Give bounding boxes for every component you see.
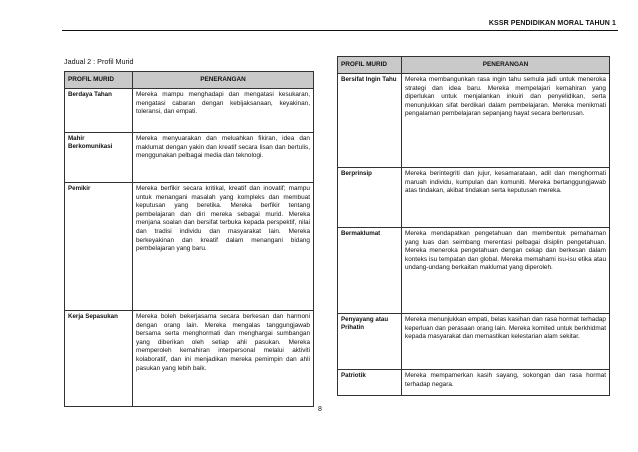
- table-row: [65, 311, 314, 407]
- table-row: [338, 228, 610, 314]
- profile-label: Pemikir: [65, 183, 133, 311]
- profile-description: Mereka membangunkan rasa ingin tahu semula jadi untuk meneroka strategi dan idea baru. Mereka mempelajari kemahiran yang diperlukan untuk menjalankan inkuiri dan penyelidikan, serta menunjukkan sifat berdikari dalam pembelajaran. Mereka menikmati pengalaman pembelajaran sepanjang hayat secara berterusan.: [402, 74, 610, 168]
- table-caption: Jadual 2 : Profil Murid: [64, 57, 134, 66]
- profile-label: Kerja Sepasukan: [65, 311, 133, 407]
- table-row: [65, 89, 314, 133]
- profile-description: Mereka boleh bekerjasama secara berkesan dan harmoni dengan orang lain. Mereka mengalas tanggungjawab bersama serta menghormati dan menghargai sumbangan yang diberikan oleh setiap ahli pasukan. Mereka memperoleh kemahiran interpersonal melalui aktiviti kolaboratif, dan ini menjadikan mereka pemimpin dan ahli pasukan yang lebih baik.: [133, 311, 314, 407]
- profile-label: Penyayang atau Prihatin: [338, 314, 402, 370]
- table-header-row: [65, 72, 314, 89]
- profile-label: Patriotik: [338, 370, 402, 396]
- table-row: [338, 168, 610, 228]
- profile-label: Berdaya Tahan: [65, 89, 133, 133]
- table-row: [338, 314, 610, 370]
- column-header-penerangan: PENERANGAN: [133, 72, 314, 89]
- profile-label: Berprinsip: [338, 168, 402, 228]
- profile-description: Mereka menunjukkan empati, belas kasihan dan rasa hormat terhadap keperluan dan perasaan orang lain. Mereka komited untuk berkhidmat kepada masyarakat dan memastikan kelestarian alam sekitar.: [402, 314, 610, 370]
- page-number: 8: [318, 406, 322, 413]
- table-row: [65, 133, 314, 183]
- table-header-row: [338, 57, 610, 74]
- column-header-profil: PROFIL MURID: [338, 57, 402, 74]
- column-header-penerangan: PENERANGAN: [402, 57, 610, 74]
- profile-description: Mereka mampu menghadapi dan mengatasi kesukaran, mengatasi cabaran dengan kebijaksanaan, keyakinan, toleransi, dan empati.: [133, 89, 314, 133]
- table-row: [65, 183, 314, 311]
- table-row: [338, 74, 610, 168]
- profile-description: Mereka berintegriti dan jujur, kesamarataan, adil dan menghormati maruah individu, kumpulan dan komuniti. Mereka bertanggungjawab atas tindakan, akibat tindakan serta keputusan mereka.: [402, 168, 610, 228]
- profile-label: Bersifat Ingin Tahu: [338, 74, 402, 168]
- document-header: KSSR PENDIDIKAN MORAL TAHUN 1: [488, 20, 616, 27]
- profil-murid-table-left: [64, 71, 314, 407]
- profile-label: Mahir Berkomunikasi: [65, 133, 133, 183]
- header-rule: [62, 30, 618, 31]
- profile-description: Mereka berfikir secara kritikal, kreatif dan inovatif; mampu untuk menangani masalah yang kompleks dan membuat keputusan yang beretika. Mereka berfikir tentang pembelajaran dan diri mereka sebagai murid. Mereka menjana soalan dan bersifat terbuka kepada perspektif, nilai dan tradisi individu dan masyarakat lain. Mereka berkeyakinan dan kreatif dalam menangani bidang pembelajaran yang baru.: [133, 183, 314, 311]
- profile-label: Bermaklumat: [338, 228, 402, 314]
- profile-description: Mereka mendapatkan pengetahuan dan membentuk pemahaman yang luas dan seimbang merentasi pelbagai disiplin pengetahuan. Mereka meneroka pengetahuan dengan cekap dan berkesan dalam konteks isu tempatan dan global. Mereka memahami isu-isu etika atau undang-undang berkaitan maklumat yang diperoleh.: [402, 228, 610, 314]
- profil-murid-table-right: [337, 56, 610, 396]
- profile-description: Mereka menyuarakan dan meluahkan fikiran, idea dan maklumat dengan yakin dan kreatif secara lisan dan bertulis, menggunakan pelbagai media dan teknologi.: [133, 133, 314, 183]
- column-header-profil: PROFIL MURID: [65, 72, 133, 89]
- table-row: [338, 370, 610, 396]
- profile-description: Mereka mempamerkan kasih sayang, sokongan dan rasa hormat terhadap negara.: [402, 370, 610, 396]
